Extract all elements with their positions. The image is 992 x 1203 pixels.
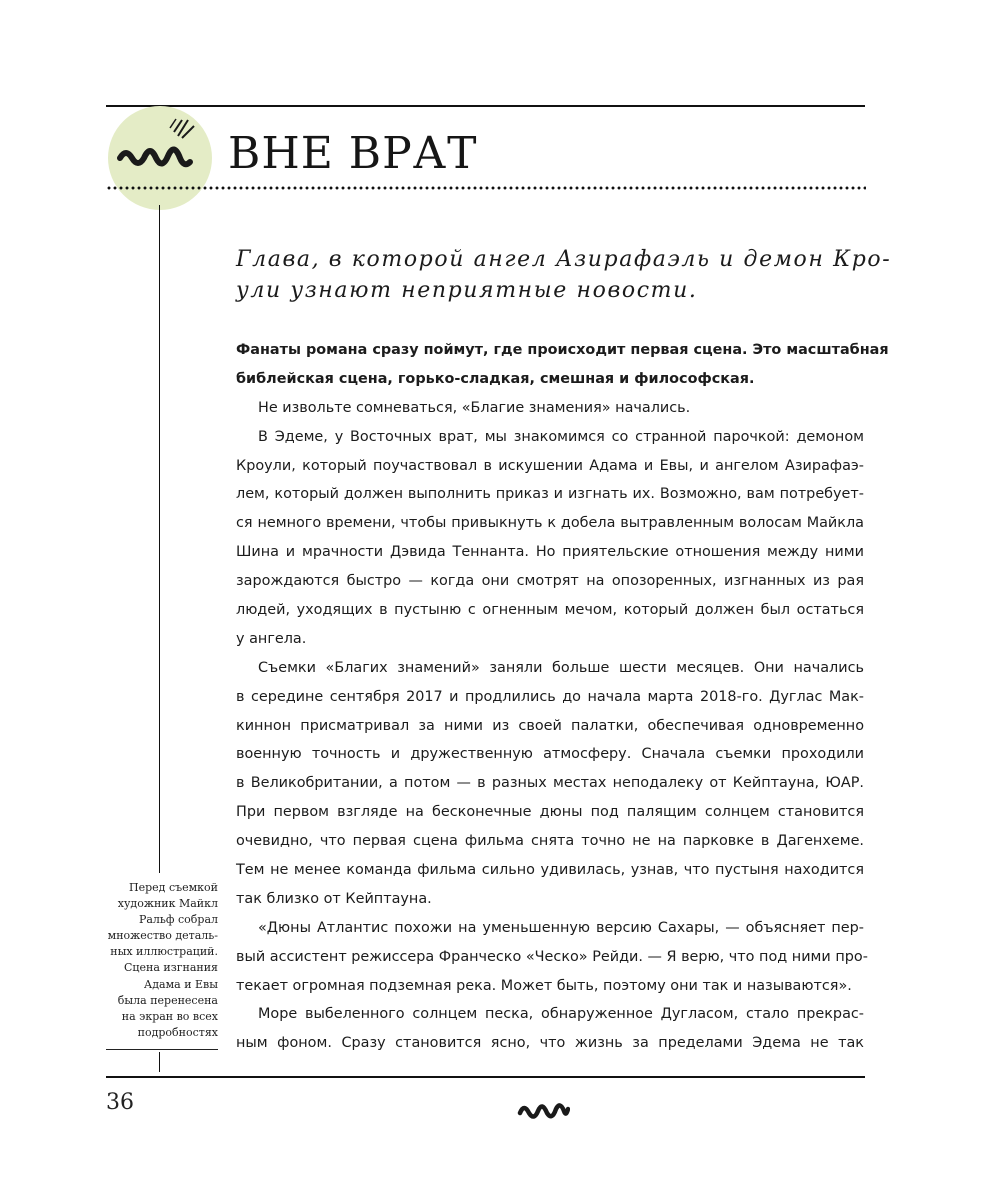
caption-line: на экран во всех [121,1009,218,1023]
top-rule [106,105,865,107]
caption-line: ных иллюстраций. [110,945,218,959]
margin-vertical-rule-lower [159,1052,160,1072]
paragraph-line: Море выбеленного солнцем песка, обнаруженное Дугласом, стало прекрас- [258,1006,864,1023]
lead-line: библейская сцена, горько-сладкая, смешная и философская. [236,370,755,387]
paragraph-line: Тем не менее команда фильма сильно удивилась, узнав, что пустыня находится [236,862,864,879]
subtitle-line: Глава, в которой ангел Азирафаэль и демон Кро- [236,247,892,272]
chapter-title: ВНЕ ВРАТ [228,128,478,179]
serpent-ornament-icon [516,1097,570,1123]
paragraph-line: Не извольте сомневаться, «Благие знамения» начались. [258,399,691,416]
paragraph-line: зарождаются быстро — когда они смотрят на опозоренных, изгнанных из рая [236,573,864,590]
paragraph-line: военную точность и дружественную атмосферу. Сначала съемки проходили [236,746,864,763]
caption-line: была перенесена [117,993,218,1007]
paragraph-line: ным фоном. Сразу становится ясно, что жизнь за пределами Эдема не так [236,1035,864,1052]
paragraph-line: очевидно, что первая сцена фильма снята точно не на парковке в Дагенхеме. [236,833,864,850]
lead-line: Фанаты романа сразу поймут, где происходит первая сцена. Это масштабная [236,342,889,358]
caption-line: Адама и Евы [143,977,218,991]
paragraph-line: «Дюны Атлантис похожи на уменьшенную версию Сахары, — объясняет пер- [258,919,864,936]
paragraph-line: лем, который должен выполнить приказ и изгнать их. Возможно, вам потребует- [236,486,864,503]
caption-line: множество деталь- [107,929,218,943]
paragraph-line: в Великобритании, а потом — в разных местах неподалеку от Кейптауна, ЮАР. [236,775,864,792]
paragraph-line: в середине сентября 2017 и продлились до начала марта 2018-го. Дуглас Мак- [236,688,864,705]
chapter-subtitle [236,244,892,306]
caption-line: подробностях [137,1025,218,1039]
paragraph-line: у ангела. [236,630,307,647]
page-number: 36 [106,1090,134,1115]
paragraph-line: вый ассистент режиссера Франческо «Ческо» Рейди. — Я верю, что под ними про- [236,948,868,965]
paragraph-line: киннон присматривал за ними из своей палатки, обеспечивая одновременно [236,717,864,734]
caption-line: Ральф собрал [138,913,218,927]
body-text [236,336,889,1058]
caption-line: художник Майкл [117,897,218,911]
paragraph-line: так близко от Кейптауна. [236,890,432,907]
paragraph-line: текает огромная подземная река. Может быть, поэтому они так и называются». [236,977,852,994]
caption-line: Сцена изгнания [124,961,218,975]
caption-line: Перед съемкой [129,881,218,894]
paragraph-line: людей, уходящих в пустыню с огненным мечом, который должен был остаться [236,602,864,619]
image-caption [104,880,218,1041]
caption-rule [106,1049,218,1050]
dotted-rule [106,186,866,190]
paragraph-line: Съемки «Благих знамений» заняли больше шести месяцев. Они начались [258,659,864,676]
paragraph-line: При первом взгляде на бесконечные дюны под палящим солнцем становится [236,804,864,821]
bottom-rule [106,1076,865,1078]
subtitle-line: ули узнают неприятные новости. [236,278,698,303]
paragraph-line: В Эдеме, у Восточных врат, мы знакомимся со странной парочкой: демоном [258,428,864,445]
serpent-icon [108,106,212,210]
paragraph-line: Кроули, который поучаствовал в искушении Адама и Евы, и ангелом Азирафаэ- [236,457,864,474]
paragraph-line: Шина и мрачности Дэвида Теннанта. Но приятельские отношения между ними [236,544,864,561]
paragraph-line: ся немного времени, чтобы привыкнуть к добела вытравленным волосам Майкла [236,515,864,532]
margin-vertical-rule [159,205,160,873]
